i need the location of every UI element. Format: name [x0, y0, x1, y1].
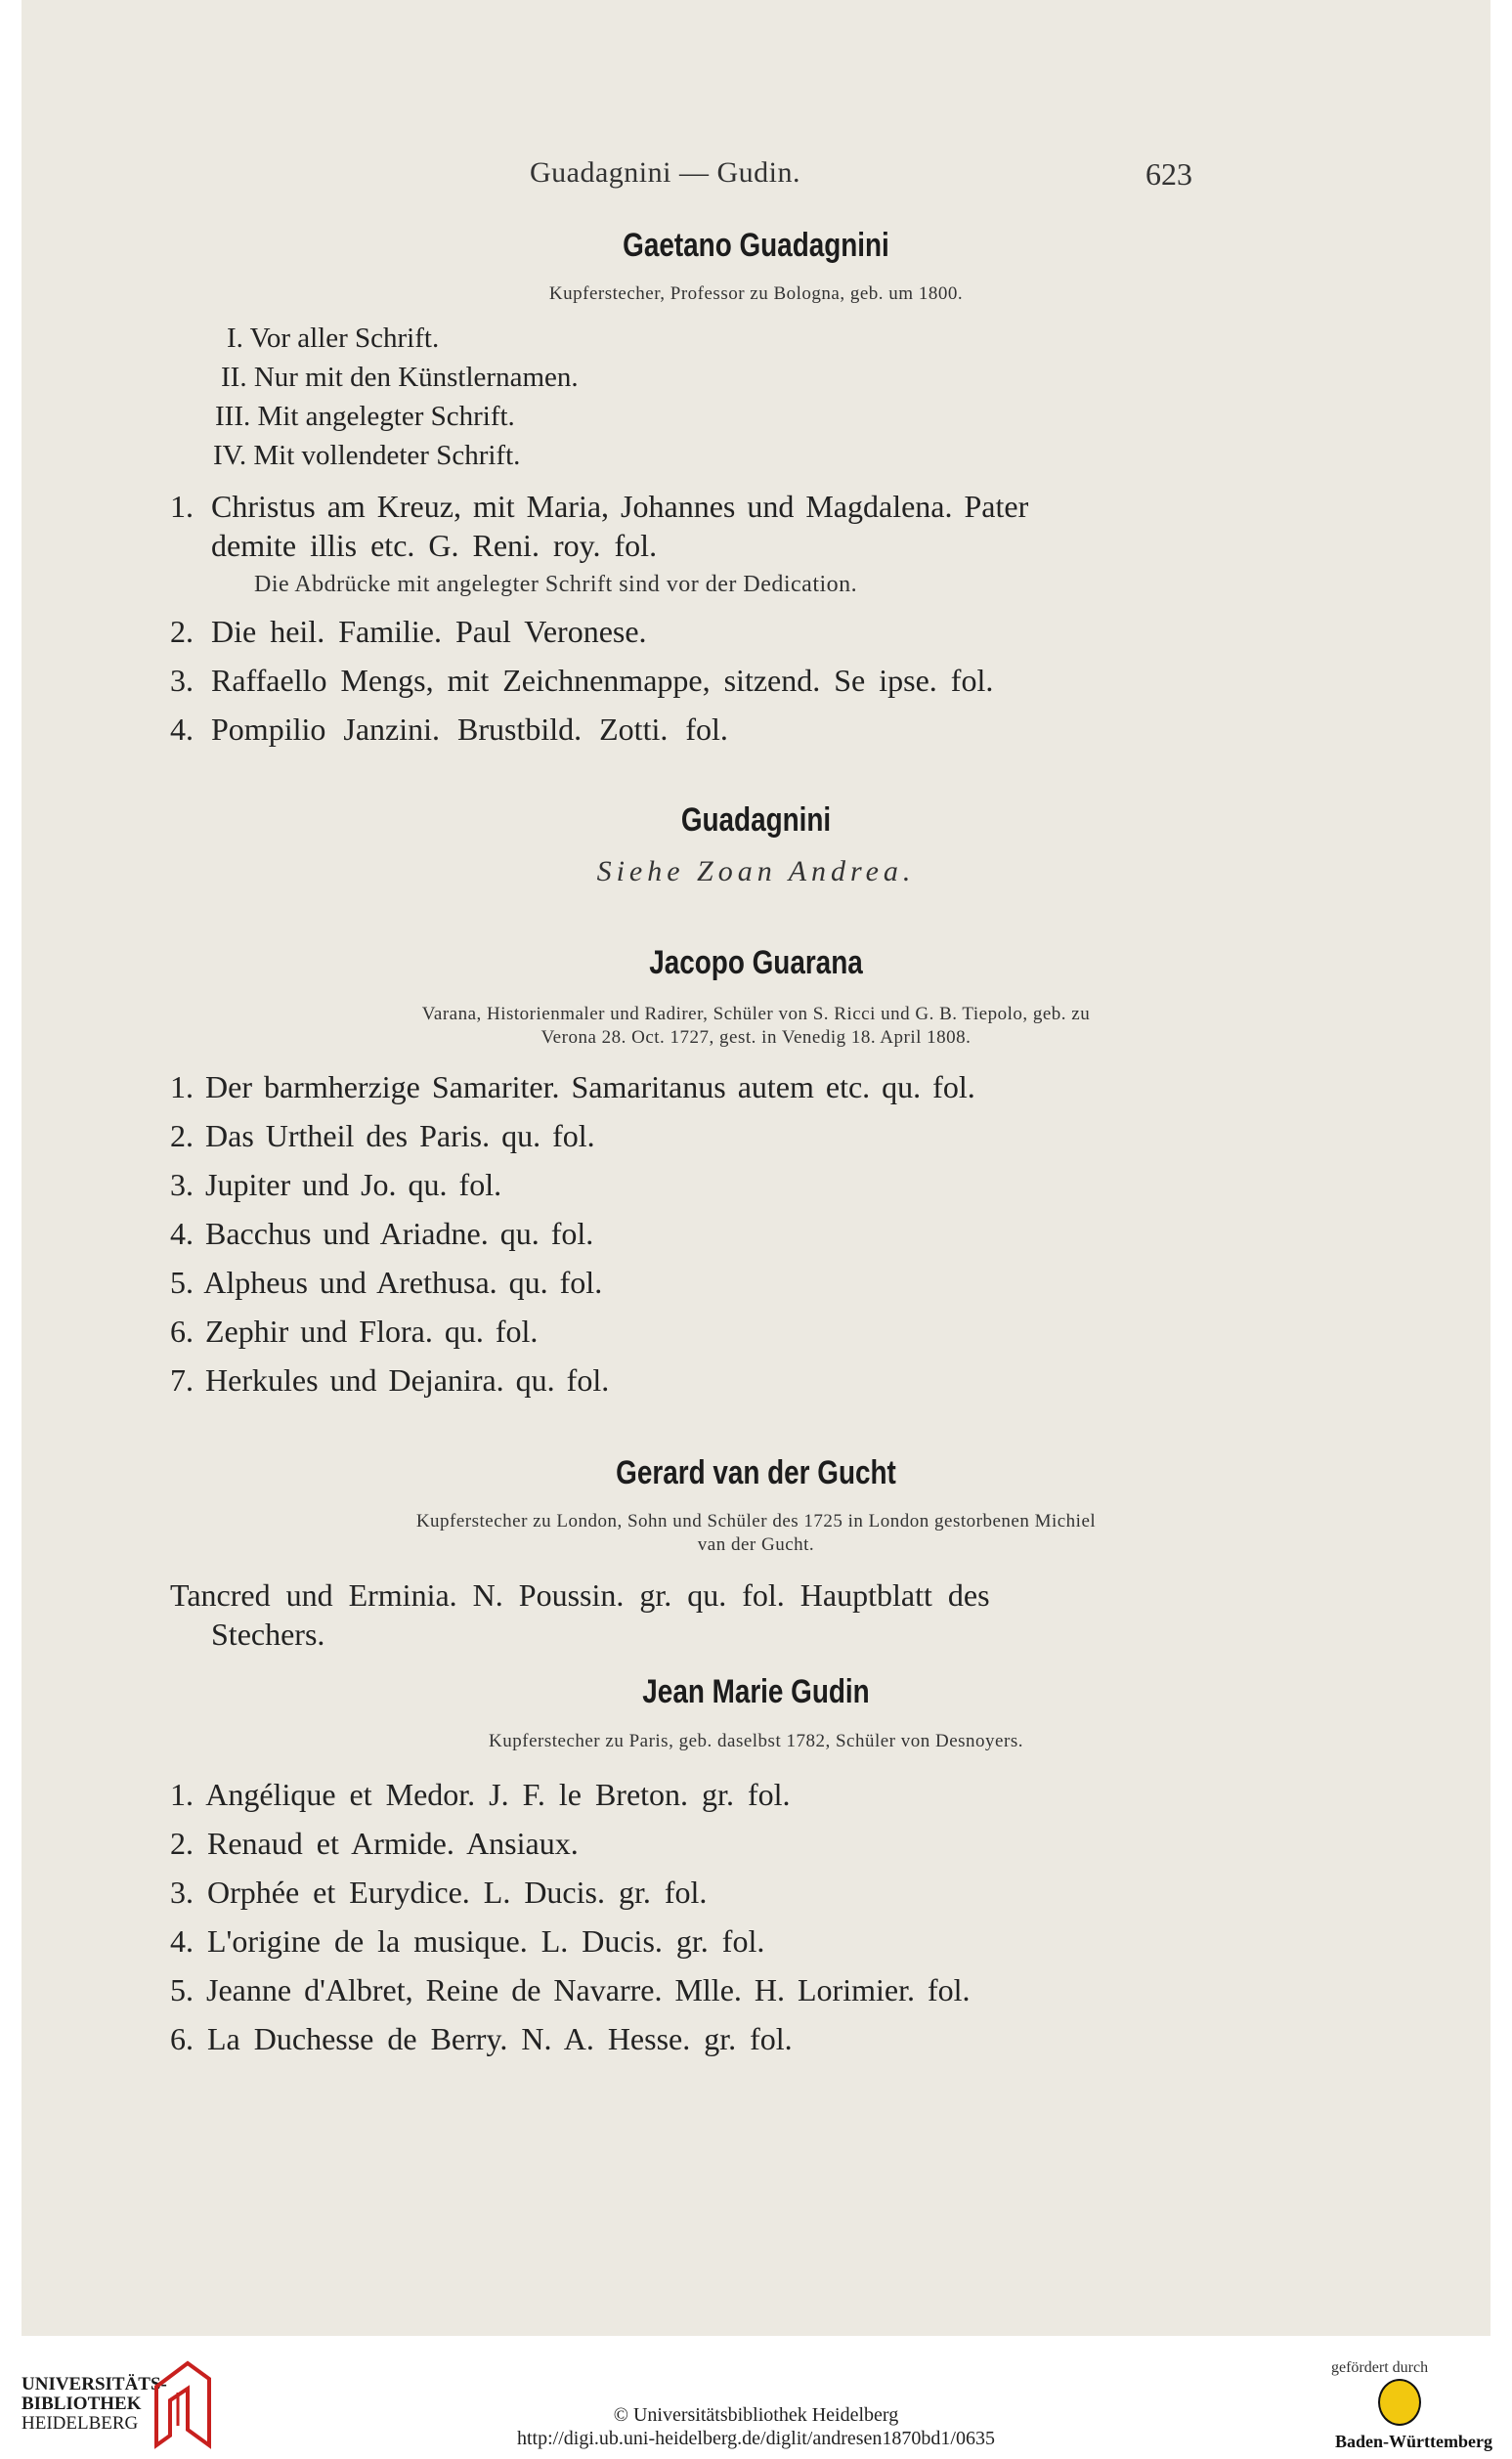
work-line: Raffaello Mengs, mit Zeichnenmappe, sitzend. Se ipse. fol.	[211, 663, 994, 698]
entry-heading-jean-marie-gudin: Jean Marie Gudin	[642, 1673, 870, 1710]
work-line: Tancred und Erminia. N. Poussin. gr. qu. fol. Hauptblatt des	[170, 1577, 990, 1613]
work-line: Stechers.	[211, 1617, 325, 1652]
book-page	[22, 0, 1490, 2336]
entry-subtitle: Kupferstecher, Professor zu Bologna, geb. um 1800.	[548, 283, 964, 304]
work-line: 3. Jupiter und Jo. qu. fol.	[170, 1167, 502, 1202]
copyright-text: © Universitätsbibliothek Heidelberg	[613, 2404, 899, 2426]
entry-heading-jacopo-guarana: Jacopo Guarana	[649, 944, 863, 981]
work-number: 3.	[170, 663, 194, 698]
funder-name: Baden-Württemberg	[1335, 2432, 1492, 2451]
work-line: 1. Angélique et Medor. J. F. le Breton. gr. fol.	[170, 1777, 791, 1812]
page-number: 623	[1145, 156, 1192, 192]
running-title: Guadagnini — Gudin.	[530, 156, 800, 189]
work-line: Christus am Kreuz, mit Maria, Johannes und Magdalena. Pater	[211, 489, 1029, 524]
work-number: 4.	[170, 712, 194, 747]
entry-subtitle: van der Gucht.	[697, 1534, 815, 1555]
work-line: 7. Herkules und Dejanira. qu. fol.	[170, 1362, 610, 1398]
work-line: 6. Zephir und Flora. qu. fol.	[170, 1314, 539, 1349]
entry-subtitle: Kupferstecher zu London, Sohn und Schüler des 1725 in London gestorbenen Michiel	[415, 1511, 1097, 1531]
entry-subtitle: Verona 28. Oct. 1727, gest. in Venedig 18. April 1808.	[540, 1027, 972, 1048]
work-line: 3. Orphée et Eurydice. L. Ducis. gr. fol.	[170, 1875, 708, 1910]
work-line: 2. Renaud et Armide. Ansiaux.	[170, 1826, 579, 1861]
library-name-line: HEIDELBERG	[22, 2413, 139, 2434]
cross-reference: Siehe Zoan Andrea.	[596, 855, 916, 887]
state-line: III. Mit angelegter Schrift.	[215, 401, 515, 432]
entry-subtitle: Kupferstecher zu Paris, geb. daselbst 1782, Schüler von Desnoyers.	[489, 1731, 1023, 1751]
library-name-line: BIBLIOTHEK	[22, 2394, 142, 2414]
state-coat-of-arms-icon	[1378, 2379, 1421, 2426]
work-line: demite illis etc. G. Reni. roy. fol.	[211, 528, 658, 563]
work-line: 1. Der barmherzige Samariter. Samaritanus autem etc. qu. fol.	[170, 1069, 975, 1104]
running-header	[22, 156, 1490, 195]
work-note: Die Abdrücke mit angelegter Schrift sind vor der Dedication.	[254, 572, 858, 597]
work-line: 4. Bacchus und Ariadne. qu. fol.	[170, 1216, 594, 1251]
entry-heading-guadagnini: Guadagnini	[680, 801, 832, 839]
work-line: 6. La Duchesse de Berry. N. A. Hesse. gr. fol.	[170, 2021, 793, 2056]
entry-heading-gaetano-guadagnini: Gaetano Guadagnini	[623, 227, 889, 264]
work-line: 4. L'origine de la musique. L. Ducis. gr. fol.	[170, 1923, 765, 1959]
entry-subtitle: Varana, Historienmaler und Radirer, Schüler von S. Ricci und G. B. Tiepolo, geb. zu	[421, 1004, 1091, 1024]
state-line: IV. Mit vollendeter Schrift.	[213, 440, 521, 471]
work-number: 2.	[170, 614, 194, 649]
source-url[interactable]: http://digi.ub.uni-heidelberg.de/diglit/andresen1870bd1/0635	[516, 2428, 995, 2449]
work-line: 2. Das Urtheil des Paris. qu. fol.	[170, 1118, 595, 1153]
state-line: I. Vor aller Schrift.	[227, 323, 440, 354]
funded-by-label: gefördert durch	[1331, 2359, 1429, 2376]
work-line: 5. Jeanne d'Albret, Reine de Navarre. Mlle. H. Lorimier. fol.	[170, 1972, 971, 2007]
work-line: 5. Alpheus und Arethusa. qu. fol.	[170, 1265, 603, 1300]
work-line: Die heil. Familie. Paul Veronese.	[211, 614, 647, 649]
state-line: II. Nur mit den Künstlernamen.	[221, 362, 579, 393]
work-number: 1.	[170, 489, 194, 524]
entry-heading-gerard-van-der-gucht: Gerard van der Gucht	[616, 1454, 896, 1491]
work-line: Pompilio Janzini. Brustbild. Zotti. fol.	[211, 712, 728, 747]
library-name-line: UNIVERSITÄTS-	[22, 2374, 167, 2394]
